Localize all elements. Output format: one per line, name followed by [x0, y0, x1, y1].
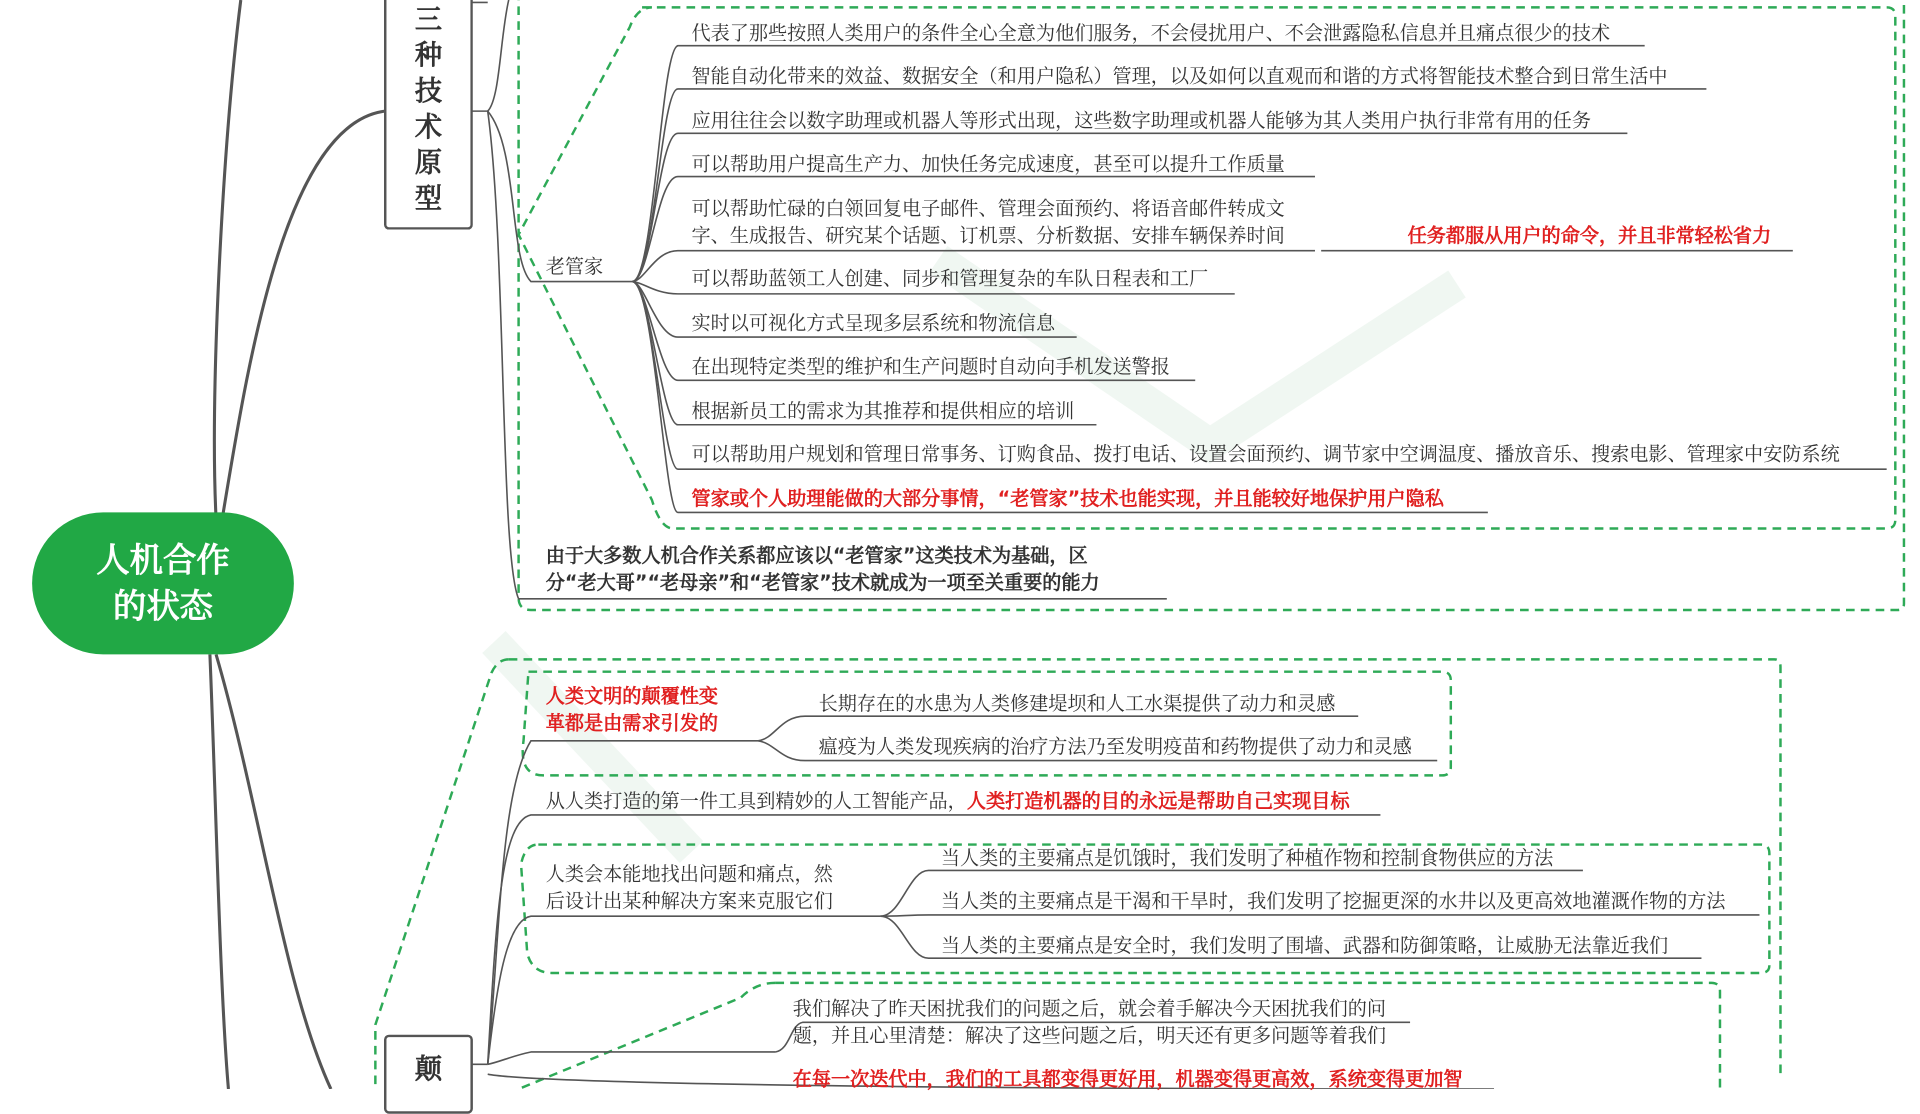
butler-item-busy-line2[interactable]: 字、生成报告、研究某个话题、订机票、分析数据、安排车辆保养时间	[691, 224, 1285, 247]
need-item[interactable]: 瘟疫为人类发现疾病的治疗方法乃至发明疫苗和药物提供了动力和灵感	[818, 735, 1412, 759]
branch-char: 术	[414, 112, 443, 144]
branch-char: 种	[414, 40, 443, 72]
root-title-line1: 人机合作	[96, 541, 230, 580]
node-butler[interactable]: 老管家	[545, 255, 604, 278]
need-label-line1[interactable]: 人类文明的颠覆性变	[545, 685, 719, 708]
butler-item[interactable]: 应用往往会以数字助理或机器人等形式出现，这些数字助理或机器人能够为其人类用户执行非常有用的任务	[691, 109, 1591, 133]
butler-item[interactable]: 实时以可视化方式呈现多层系统和物流信息	[691, 312, 1056, 335]
pain-label-line2[interactable]: 后设计出某种解决方案来克服它们	[545, 890, 833, 913]
branch-three-prototypes[interactable]	[384, 0, 473, 230]
branch-char: 原	[414, 148, 443, 180]
root-node[interactable]	[32, 512, 294, 654]
pain-item[interactable]: 当人类的主要痛点是干渴和干旱时，我们发明了挖掘更深的水井以及更高效地灌溉作物的方法	[940, 890, 1726, 913]
butler-item[interactable]: 代表了那些按照人类用户的条件全心全意为他们服务，不会侵扰用户、不会泄露隐私信息并且痛点很少的技术	[691, 22, 1611, 45]
branch-char: 技	[414, 76, 443, 108]
tools-text: 从人类打造的第一件工具到精妙的人工智能产品，	[545, 790, 967, 813]
conclusion-line1[interactable]: 由于大多数人机合作关系都应该以“老管家”这类技术为基础，区	[545, 544, 1088, 567]
iterate-line2[interactable]: 题，并且心里清楚：解决了这些问题之后，明天还有更多问题等着我们	[792, 1024, 1387, 1048]
pain-item[interactable]: 当人类的主要痛点是安全时，我们发明了围墙、武器和防御策略，让威胁无法靠近我们	[940, 934, 1669, 957]
pain-item[interactable]: 当人类的主要痛点是饥饿时，我们发明了种植作物和控制食物供应的方法	[940, 847, 1554, 870]
conclusion-line2[interactable]: 分“老大哥”“老母亲”和“老管家”技术就成为一项至关重要的能力	[545, 571, 1100, 594]
butler-item[interactable]: 可以帮助用户规划和管理日常事务、订购食品、拨打电话、设置会面预约、调节家中空调温度、播放音乐、搜索电影、管理家中安防系统	[691, 443, 1840, 466]
branch-disruption[interactable]	[384, 1035, 473, 1114]
butler-busy-note[interactable]: 任务都服从用户的命令，并且非常轻松省力	[1407, 224, 1772, 247]
tools-node[interactable]	[546, 788, 1350, 815]
butler-item[interactable]: 智能自动化带来的效益、数据安全（和用户隐私）管理，以及如何以直观而和谐的方式将智能技术整合到日常生活中	[691, 65, 1668, 88]
butler-item-busy-line1[interactable]: 可以帮助忙碌的白领回复电子邮件、管理会面预约、将语音邮件转成文	[691, 197, 1285, 220]
branch-bottom-label: 颠	[414, 1054, 443, 1086]
root-title-line2: 的状态	[112, 587, 213, 626]
need-item[interactable]: 长期存在的水患为人类修建堤坝和人工水渠提供了动力和灵感	[818, 692, 1336, 715]
need-label-line2[interactable]: 革都是由需求引发的	[545, 712, 719, 735]
butler-item[interactable]: 可以帮助用户提高生产力、加快任务完成速度，甚至可以提升工作质量	[691, 153, 1285, 176]
branch-char: 三	[414, 4, 443, 36]
butler-item[interactable]: 根据新员工的需求为其推荐和提供相应的培训	[691, 400, 1075, 423]
butler-summary[interactable]: 管家或个人助理能做的大部分事情，“老管家”技术也能实现，并且能较好地保护用户隐私	[691, 487, 1444, 510]
iterate-line1[interactable]: 我们解决了昨天困扰我们的问题之后，就会着手解决今天困扰我们的问	[792, 997, 1387, 1020]
pain-label-line1[interactable]: 人类会本能地找出问题和痛点，然	[545, 863, 833, 886]
branch-char: 型	[414, 183, 443, 215]
tools-highlight: 人类打造机器的目的永远是帮助自己实现目标	[966, 790, 1350, 813]
butler-item[interactable]: 可以帮助蓝领工人创建、同步和管理复杂的车队日程表和工厂	[691, 267, 1209, 291]
iterate-highlight[interactable]: 在每一次迭代中，我们的工具都变得更好用，机器变得更高效，系统变得更加智	[792, 1068, 1463, 1091]
butler-item[interactable]: 在出现特定类型的维护和生产问题时自动向手机发送警报	[691, 355, 1170, 378]
